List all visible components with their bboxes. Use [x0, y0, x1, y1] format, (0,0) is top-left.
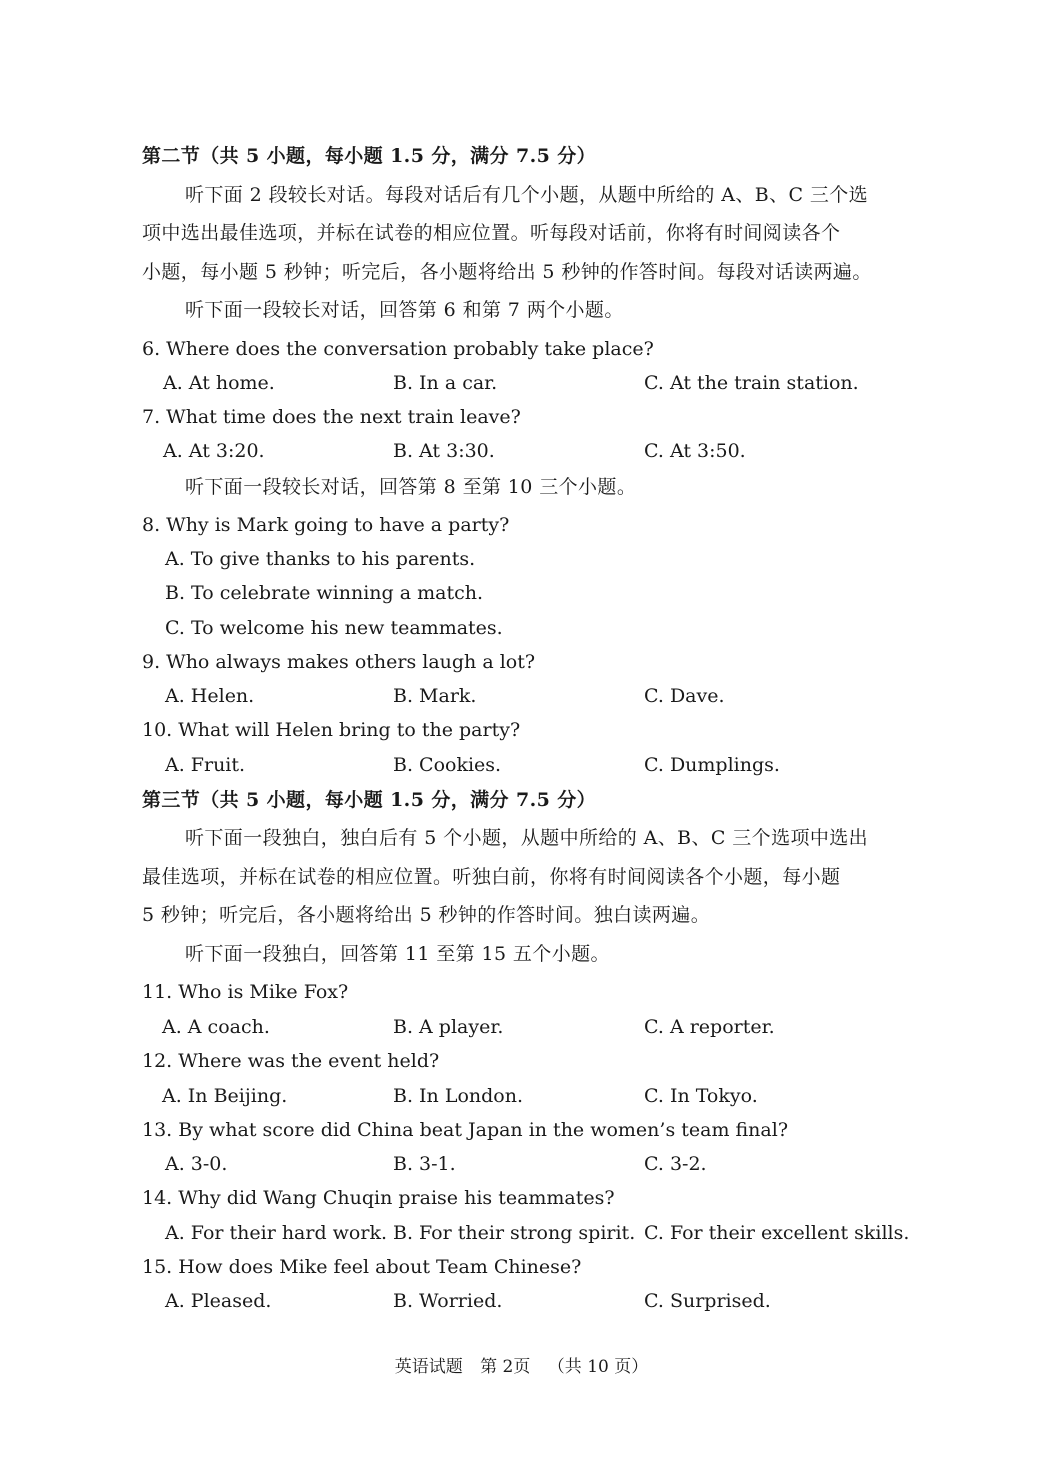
- section3-heading: 第三节（共 5 小题，每小题 1.5 分，满分 7.5 分）: [142, 789, 597, 811]
- question-10-option-a: A. Fruit.: [165, 754, 246, 776]
- question-13-option-c: C. 3-2.: [644, 1153, 707, 1175]
- question-9-option-b: B. Mark.: [393, 685, 477, 707]
- section3-instruction-line2: 最佳选项，并标在试卷的相应位置。听独白前，你将有时间阅读各个小题，每小题: [142, 866, 841, 888]
- footer-subject: 英语试题: [394, 1357, 463, 1377]
- question-12-option-a: A. In Beijing.: [162, 1085, 288, 1107]
- question-14-option-b: B. For their strong spirit.: [393, 1222, 636, 1244]
- question-15-option-c: C. Surprised.: [644, 1290, 771, 1312]
- question-6-option-a: A. At home.: [163, 372, 275, 394]
- question-11-option-c: C. A reporter.: [644, 1016, 775, 1038]
- question-13-option-b: B. 3-1.: [393, 1153, 456, 1175]
- question-12-option-c: C. In Tokyo.: [644, 1085, 758, 1107]
- section2-sub-instruction-1: 听下面一段较长对话，回答第 6 和第 7 两个小题。: [185, 299, 624, 321]
- question-14-option-c: C. For their excellent skills.: [644, 1222, 910, 1244]
- question-10-stem: 10. What will Helen bring to the party?: [142, 719, 521, 741]
- question-9-option-a: A. Helen.: [165, 685, 255, 707]
- section2-instruction-line3: 小题，每小题 5 秒钟；听完后，各小题将给出 5 秒钟的作答时间。每段对话读两遍。: [142, 261, 872, 283]
- question-8-option-a: A. To give thanks to his parents.: [165, 548, 476, 570]
- question-10-option-b: B. Cookies.: [393, 754, 502, 776]
- question-7-option-b: B. At 3:30.: [393, 440, 495, 462]
- footer-total-pages: （共 10 页）: [547, 1357, 649, 1377]
- question-8-option-c: C. To welcome his new teammates.: [165, 617, 503, 639]
- question-14-stem: 14. Why did Wang Chuqin praise his teammates?: [142, 1187, 615, 1209]
- question-6-stem: 6. Where does the conversation probably take place?: [142, 338, 654, 360]
- question-6-option-b: B. In a car.: [393, 372, 498, 394]
- section2-sub-instruction-2: 听下面一段较长对话，回答第 8 至第 10 三个小题。: [185, 476, 637, 498]
- question-7-option-c: C. At 3:50.: [644, 440, 746, 462]
- question-12-option-b: B. In London.: [393, 1085, 523, 1107]
- section2-heading: 第二节（共 5 小题，每小题 1.5 分，满分 7.5 分）: [142, 145, 597, 167]
- footer-page-number: 第 2页: [480, 1357, 531, 1377]
- question-10-option-c: C. Dumplings.: [644, 754, 780, 776]
- question-8-stem: 8. Why is Mark going to have a party?: [142, 514, 510, 536]
- question-15-option-a: A. Pleased.: [165, 1290, 272, 1312]
- question-13-option-a: A. 3-0.: [165, 1153, 228, 1175]
- section3-instruction-line3: 5 秒钟；听完后，各小题将给出 5 秒钟的作答时间。独白读两遍。: [142, 904, 711, 926]
- question-15-stem: 15. How does Mike feel about Team Chinese?: [142, 1256, 582, 1278]
- question-15-option-b: B. Worried.: [393, 1290, 503, 1312]
- question-8-option-b: B. To celebrate winning a match.: [165, 582, 484, 604]
- question-14-option-a: A. For their hard work.: [165, 1222, 388, 1244]
- section3-instruction-line1: 听下面一段独白，独白后有 5 个小题，从题中所给的 A、B、C 三个选项中选出: [185, 827, 869, 849]
- question-11-stem: 11. Who is Mike Fox?: [142, 981, 349, 1003]
- page-footer: [0, 1352, 1043, 1377]
- question-9-option-c: C. Dave.: [644, 685, 725, 707]
- question-13-stem: 13. By what score did China beat Japan in the women’s team final?: [142, 1119, 789, 1141]
- section2-instruction-line2: 项中选出最佳选项，并标在试卷的相应位置。听每段对话前，你将有时间阅读各个: [142, 222, 841, 244]
- question-11-option-a: A. A coach.: [162, 1016, 270, 1038]
- question-7-stem: 7. What time does the next train leave?: [142, 406, 521, 428]
- section2-instruction-line1: 听下面 2 段较长对话。每段对话后有几个小题，从题中所给的 A、B、C 三个选: [185, 184, 869, 206]
- question-11-option-b: B. A player.: [393, 1016, 504, 1038]
- section3-sub-instruction-1: 听下面一段独白，回答第 11 至第 15 五个小题。: [185, 943, 610, 965]
- question-9-stem: 9. Who always makes others laugh a lot?: [142, 651, 536, 673]
- question-12-stem: 12. Where was the event held?: [142, 1050, 440, 1072]
- question-6-option-c: C. At the train station.: [644, 372, 859, 394]
- question-7-option-a: A. At 3:20.: [163, 440, 265, 462]
